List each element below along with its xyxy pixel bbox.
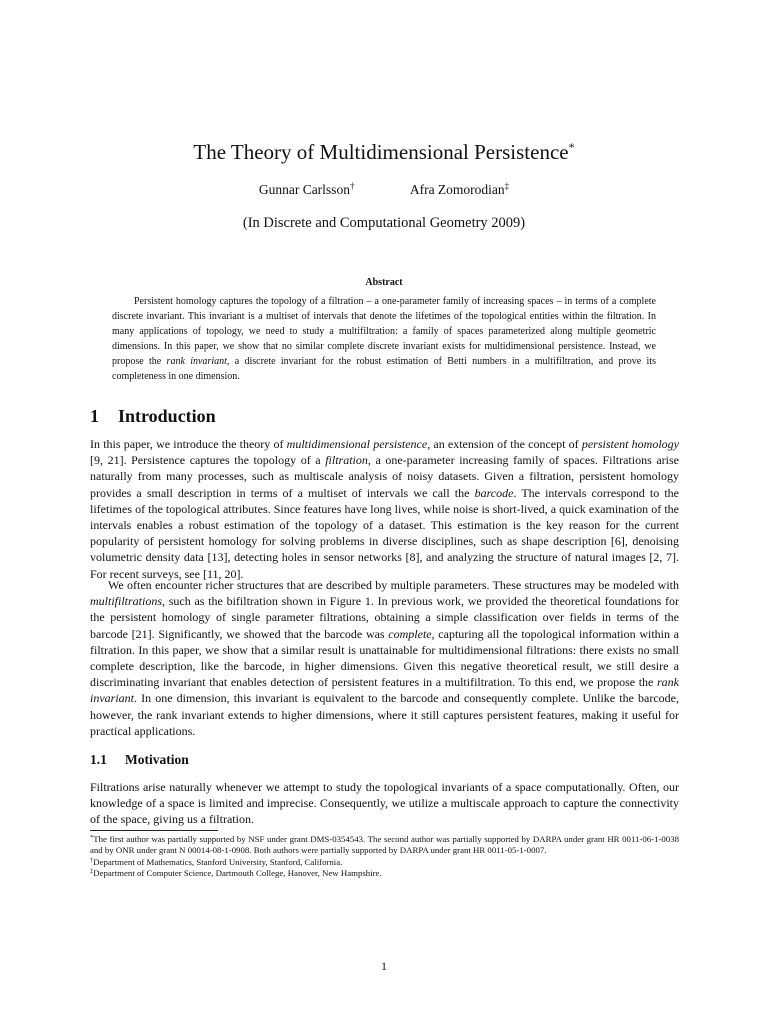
abstract-text: Persistent homology captures the topology of a filtration – a one-parameter family of increasing spaces – in terms of a complete discrete invariant. This invariant is a multiset of intervals that denote the lifetimes of the topological entities within the filtration. In many applications of topology, we need to study a multifiltration: a family of spaces parameterized along multiple geometric dimensions. In this paper, we show that no similar complete discrete invariant exists for multidimensional persistence. Instead, we propose the bbox=[112, 296, 656, 367]
paragraph-emphasis: barcode bbox=[474, 485, 514, 500]
title-footnote-marker: * bbox=[568, 140, 575, 154]
paragraph-text: , such as the bifiltration shown in Figure 1. In previous work, we provided the theoretical foundations for the persistent homology of single parameter filtrations, obtaining a simple classification over fields in terms of the barcode [21]. Significantly, we showed that the barcode was bbox=[90, 594, 679, 641]
publication-venue: (In Discrete and Computational Geometry 2009) bbox=[242, 215, 526, 231]
abstract-emphasis: rank invariant bbox=[166, 356, 227, 367]
author-name: Afra Zomorodian bbox=[409, 182, 505, 197]
abstract-body bbox=[112, 294, 656, 384]
footnote-divider bbox=[90, 830, 218, 831]
paragraph-emphasis: persistent homology bbox=[581, 437, 680, 451]
footnote-affiliation-1 bbox=[90, 857, 679, 868]
section-title-text: Introduction bbox=[118, 406, 216, 426]
abstract-text: , a discrete invariant for the robust estimation of Betti numbers in a multifiltration, and prove its completeness in one dimension. bbox=[112, 356, 656, 382]
paper-title bbox=[0, 138, 768, 166]
footnote-text: The first author was partially supported by NSF under grant DMS-0354543. The second author was partially supported by DARPA under grant HR 0011-06-1-0038 and by ONR under grant N 00014-08-1-0908. Both authors were partially supported by DARPA under grant HR 0011-05-1-0007. bbox=[90, 834, 679, 856]
subsection-heading-motivation bbox=[90, 751, 189, 769]
paragraph-emphasis: multifiltrations bbox=[90, 594, 163, 609]
paragraph-text: [9, 21]. Persistence captures the topology of a bbox=[90, 453, 326, 468]
author-1 bbox=[259, 181, 355, 199]
paragraph-text: , an extension of the concept of bbox=[427, 437, 582, 451]
paragraph-text: , a one-parameter increasing family of spaces. Filtrations arise naturally from many processes, such as multiscale analysis of noisy datasets. Given a filtration, persistent homology provides a small description in terms of a multiset of intervals we call the bbox=[90, 453, 679, 500]
paragraph-text: , capturing all the topological information within a filtration. In this paper, we show that a similar result is unattainable for multidimensional filtrations: there exists no small complete description, like the barcode, in higher dimensions. Given this negative theoretical result, we still desire a discriminating invariant that enables detection of persistent features in a multifiltration. To this end, we propose the bbox=[90, 626, 680, 690]
footnotes bbox=[90, 834, 679, 879]
subsection-number: 1.1 bbox=[90, 752, 107, 767]
paragraph-emphasis: filtration bbox=[325, 453, 368, 468]
paragraph-emphasis: multidimensional persistence bbox=[286, 437, 428, 451]
paragraph-text: In this paper, we introduce the theory of bbox=[90, 437, 287, 451]
intro-paragraph-1 bbox=[90, 436, 679, 582]
title-text: The Theory of Multidimensional Persistence bbox=[193, 140, 569, 164]
author-affiliation-marker: ‡ bbox=[504, 181, 510, 191]
section-number: 1 bbox=[90, 406, 99, 426]
abstract-heading: Abstract bbox=[365, 277, 403, 288]
page-number: 1 bbox=[381, 959, 387, 973]
author-affiliation-marker: † bbox=[349, 181, 355, 191]
footnote-funding bbox=[90, 834, 679, 857]
footnote-affiliation-2 bbox=[90, 868, 679, 879]
author-list bbox=[0, 181, 768, 199]
motivation-paragraph-1: Filtrations arise naturally whenever we attempt to study the topological invariants of a space computationally. Often, our knowledge of a space is limited and imprecise. Consequently, we utilize a multiscale approach to capture the connectivity of the space, giving us a filtration. bbox=[90, 780, 679, 827]
author-2 bbox=[410, 181, 509, 199]
footnote-text: Department of Mathematics, Stanford University, Stanford, California. bbox=[93, 856, 343, 867]
paragraph-emphasis: complete bbox=[388, 626, 432, 641]
intro-paragraph-2 bbox=[90, 577, 679, 739]
paragraph-text: . The intervals correspond to the lifetimes of the topological attributes. Since features have long lives, while noise is short-lived, a quick examination of the intervals enables a robust estimation of the topology of a dataset. This estimation is the key reason for the current popularity of persistent homology for solving problems in diverse disciplines, such as shape description [6], denoising volumetric density data [13], detecting holes in sensor networks [8], and analyzing the structure of natural images [2, 7]. For recent surveys, see [11, 20]. bbox=[90, 485, 679, 581]
paragraph-text: We often encounter richer structures that are described by multiple parameters. These structures may be modeled with bbox=[108, 578, 679, 592]
footnote-marker: * bbox=[90, 834, 94, 841]
subsection-title-text: Motivation bbox=[125, 752, 189, 767]
paragraph-emphasis: rank invariant bbox=[90, 675, 679, 706]
footnote-text: Department of Computer Science, Dartmouth College, Hanover, New Hampshire. bbox=[93, 867, 382, 878]
section-heading-introduction bbox=[90, 404, 216, 428]
footnote-marker: ‡ bbox=[90, 867, 94, 875]
footnote-marker: † bbox=[90, 856, 94, 864]
author-name: Gunnar Carlsson bbox=[258, 182, 350, 197]
paragraph-text: . In one dimension, this invariant is equivalent to the barcode and consequently complete. Unlike the barcode, however, the rank invariant extends to higher dimensions, where it still captures persistent features, making it useful for practical applications. bbox=[90, 691, 679, 738]
